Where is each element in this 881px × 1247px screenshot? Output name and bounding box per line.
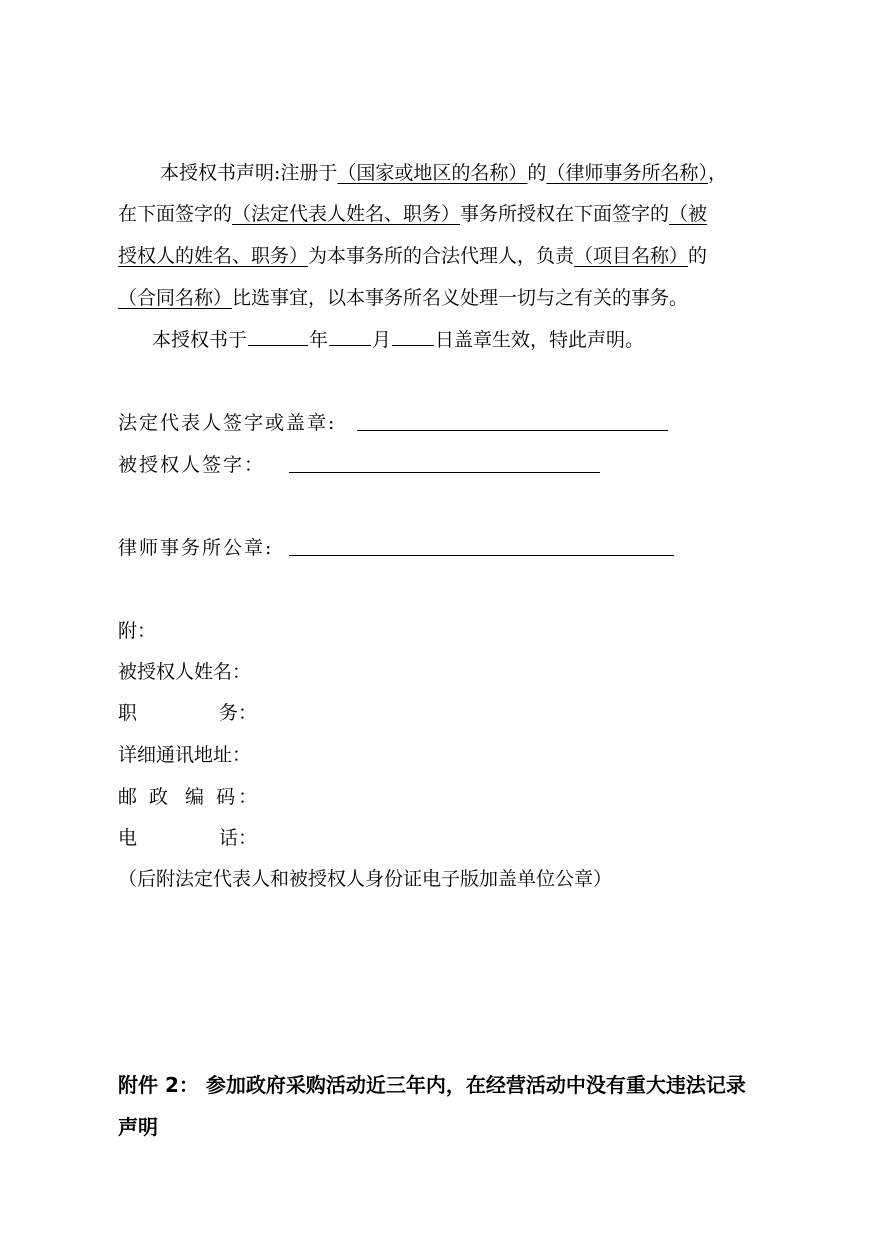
appendix-note: （后附法定代表人和被授权人身份证电子版加盖单位公章）	[118, 868, 613, 890]
position-label-a: 职	[118, 702, 138, 724]
attachment-heading-line-1: 附件 2： 参加政府采购活动近三年内，在经营活动中没有重大违法记录	[118, 1073, 746, 1097]
month-blank[interactable]	[329, 327, 371, 346]
postal-label-b: 编 码：	[185, 786, 261, 808]
appendix-title: 附：	[118, 620, 157, 642]
postal-label-a: 邮 政	[118, 786, 172, 808]
declaration-text: 事务所授权在下面签字的	[460, 203, 670, 225]
day-suffix: 日盖章生效，特此声明。	[435, 329, 645, 351]
effective-prefix: 本授权书于	[152, 329, 248, 351]
authorized-signature-line[interactable]	[289, 472, 600, 473]
law-firm-name-field: （律师事务所名称）	[546, 162, 708, 184]
address-label: 详细通讯地址：	[118, 744, 252, 766]
declaration-text: 比选事宜，以本事务所名义处理一切与之有关的事务。	[232, 287, 689, 309]
declaration-text: 本授权书声明:注册于	[160, 162, 338, 184]
declaration-text: 的	[688, 245, 708, 267]
declaration-text: 为本事务所的合法代理人，负责	[308, 245, 575, 267]
postal-code-label	[118, 784, 260, 810]
phone-label-b: 话：	[219, 827, 258, 849]
authorized-name-field-cont: 授权人的姓名、职务）	[118, 245, 309, 267]
declaration-text: ，	[707, 162, 727, 184]
year-label: 年	[309, 329, 329, 351]
country-name-field: （国家或地区的名称）	[337, 162, 528, 184]
declaration-line-4	[118, 285, 688, 311]
declaration-line-2	[118, 201, 707, 227]
position-label	[118, 700, 257, 726]
day-blank[interactable]	[392, 327, 434, 346]
authorized-name-field: （被	[669, 203, 708, 225]
position-label-b: 务：	[219, 702, 258, 724]
contract-name-field: （合同名称）	[118, 287, 233, 309]
legal-rep-signature-label: 法定代表人签字或盖章:	[118, 412, 337, 434]
authorized-signature-label: 被授权人签字：	[118, 454, 266, 476]
authorized-name-label: 被授权人姓名：	[118, 661, 252, 683]
attachment-heading-line-2: 声明	[118, 1115, 158, 1139]
month-label: 月	[372, 329, 392, 351]
declaration-text: 的	[527, 162, 547, 184]
legal-rep-name-field: （法定代表人姓名、职务）	[232, 203, 461, 225]
legal-rep-signature-line[interactable]	[357, 430, 668, 431]
effective-date-line	[152, 327, 644, 353]
firm-seal-label: 律师事务所公章:	[118, 537, 274, 559]
phone-label-a: 电	[118, 827, 138, 849]
project-name-field: （项目名称）	[574, 245, 689, 267]
year-blank[interactable]	[248, 327, 308, 346]
firm-seal-line[interactable]	[289, 555, 674, 556]
declaration-text: 在下面签字的	[118, 203, 233, 225]
declaration-line-3	[118, 243, 707, 269]
declaration-line-1	[160, 160, 727, 186]
phone-label	[118, 825, 257, 851]
